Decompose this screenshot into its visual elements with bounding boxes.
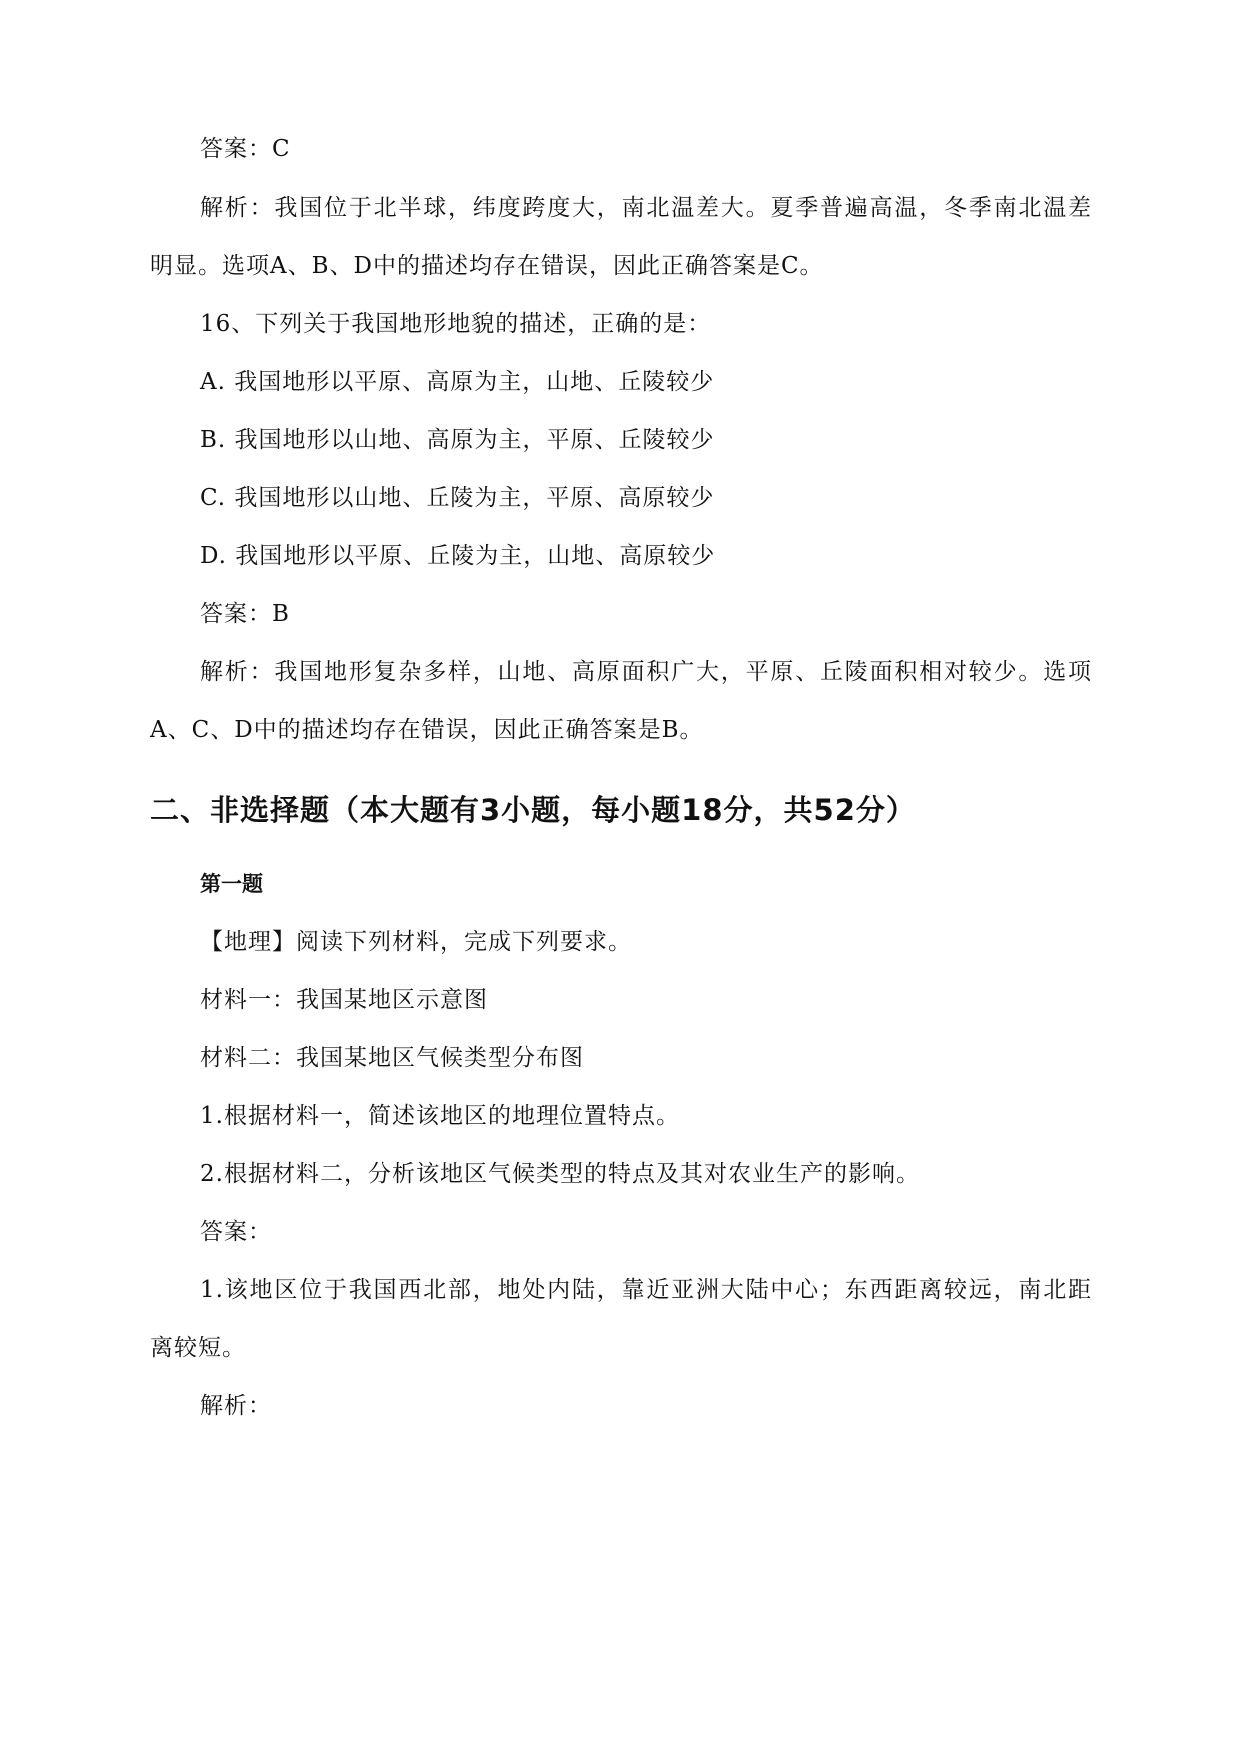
section-heading: 二、非选择题（本大题有3小题，每小题18分，共52分） [150,793,916,827]
answer-label: 答案： [200,1219,272,1245]
q16-option-d: D. 我国地形以平原、丘陵为主，山地、高原较少 [200,543,716,569]
answer-one-line1: 1.该地区位于我国西北部，地处内陆，靠近亚洲大陆中心；东西距离较远，南北距 [200,1277,1092,1303]
analysis-label: 解析： [200,1393,272,1419]
requirement-one: 1.根据材料一，简述该地区的地理位置特点。 [200,1103,680,1129]
material-one: 材料一：我国某地区示意图 [200,987,488,1013]
requirement-two: 2.根据材料二，分析该地区气候类型的特点及其对农业生产的影响。 [200,1161,920,1187]
prev-analysis-line2: 明显。选项A、B、D中的描述均存在错误，因此正确答案是C。 [150,253,824,279]
q16-answer: 答案：B [200,601,290,627]
q16-option-b: B. 我国地形以山地、高原为主，平原、丘陵较少 [200,427,715,453]
q16-option-a: A. 我国地形以平原、高原为主，山地、丘陵较少 [200,369,715,395]
q16-analysis-line2: A、C、D中的描述均存在错误，因此正确答案是B。 [150,717,704,743]
q16-option-c: C. 我国地形以山地、丘陵为主，平原、高原较少 [200,485,715,511]
answer-one-line2: 离较短。 [150,1335,246,1361]
question-intro: 【地理】阅读下列材料，完成下列要求。 [200,929,632,955]
prev-answer: 答案：C [200,136,291,162]
question-title: 第一题 [200,872,263,896]
q16-analysis-line1: 解析：我国地形复杂多样，山地、高原面积广大，平原、丘陵面积相对较少。选项 [200,659,1092,685]
prev-analysis-line1: 解析：我国位于北半球，纬度跨度大，南北温差大。夏季普遍高温，冬季南北温差 [200,195,1092,221]
material-two: 材料二：我国某地区气候类型分布图 [200,1045,584,1071]
q16-stem: 16、下列关于我国地形地貌的描述，正确的是： [200,311,712,337]
